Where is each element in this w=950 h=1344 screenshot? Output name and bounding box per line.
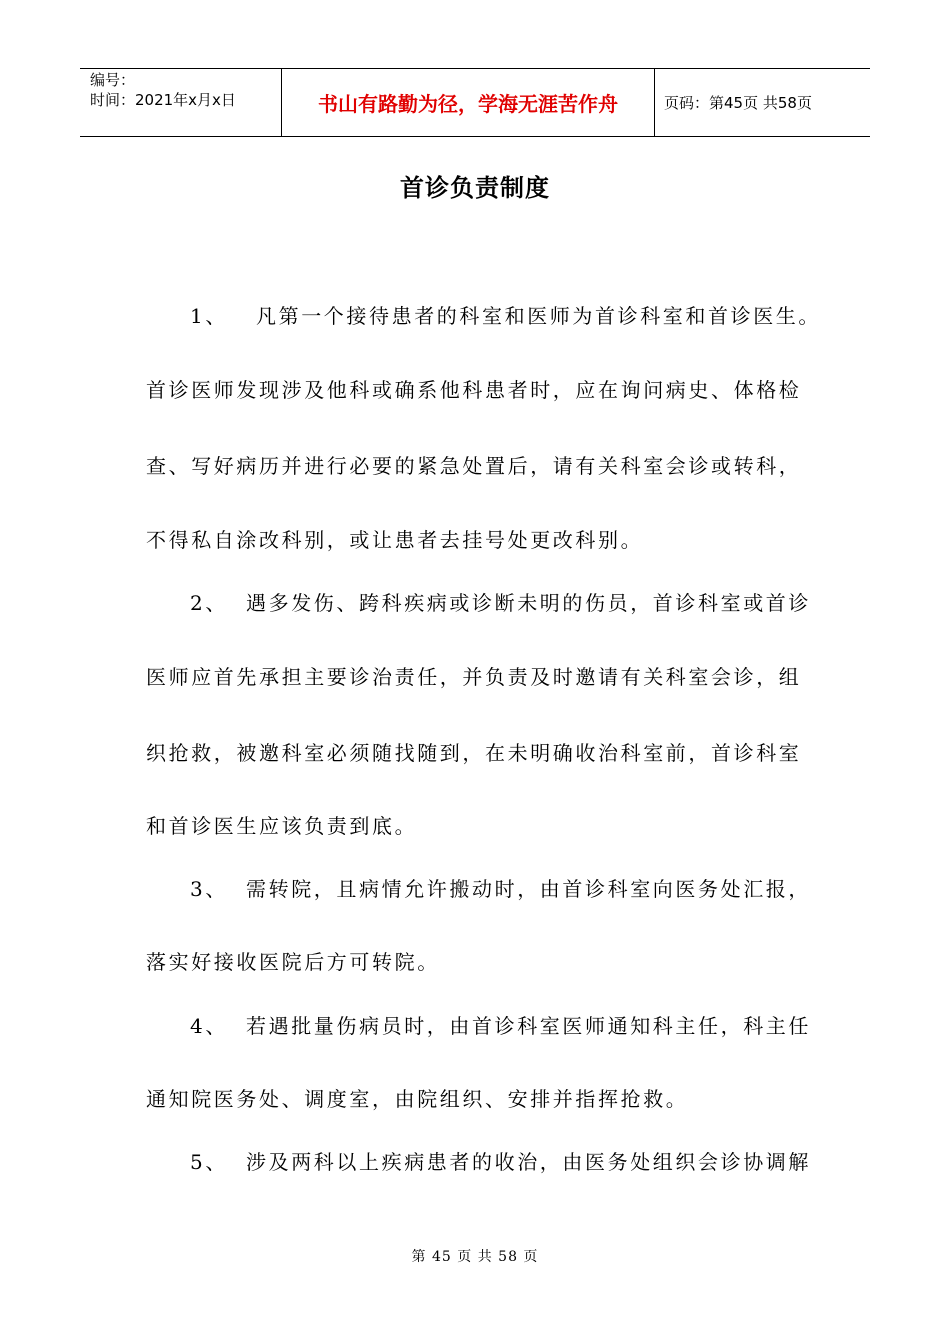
line-text: 织抢救，被邀科室必须随找随到，在未明确收治科室前，首诊科室 <box>146 741 802 765</box>
line-text: 需转院，且病情允许搬动时，由首诊科室向医务处汇报， <box>246 877 811 901</box>
item-number: 1、 <box>190 304 228 328</box>
body-line <box>190 300 821 329</box>
body-line <box>190 587 811 616</box>
line-text: 和首诊医生应该负责到底。 <box>146 814 418 838</box>
line-text: 通知院医务处、调度室，由院组织、安排并指挥抢救。 <box>146 1087 689 1111</box>
line-text: 落实好接收医院后方可转院。 <box>146 950 440 974</box>
body-line <box>190 1146 811 1175</box>
item-number: 5、 <box>190 1150 228 1174</box>
line-text: 首诊医师发现涉及他科或确系他科患者时，应在询问病史、体格检 <box>146 378 802 402</box>
body-line <box>146 450 801 479</box>
item-number: 2、 <box>190 591 228 615</box>
body-line <box>146 524 643 553</box>
line-text: 查、写好病历并进行必要的紧急处置后，请有关科室会诊或转科， <box>146 454 802 478</box>
header-page-info: 页码：第45页 共58页 <box>664 93 812 112</box>
header-divider-right <box>654 68 655 136</box>
body-line <box>190 873 811 902</box>
page-title: 首诊负责制度 <box>400 174 550 202</box>
line-text: 医师应首先承担主要诊治责任，并负责及时邀请有关科室会诊，组 <box>146 665 802 689</box>
body-line <box>146 374 801 403</box>
body-line <box>146 661 801 690</box>
line-text: 不得私自涂改科别，或让患者去挂号处更改科别。 <box>146 528 644 552</box>
body-line <box>190 1010 811 1039</box>
header-meta <box>90 70 236 110</box>
body-line <box>146 737 801 766</box>
header-bottom-rule <box>80 136 870 137</box>
line-text: 涉及两科以上疾病患者的收治，由医务处组织会诊协调解 <box>246 1150 811 1174</box>
line-text: 若遇批量伤病员时，由首诊科室医师通知科主任，科主任 <box>246 1014 811 1038</box>
item-number: 3、 <box>190 877 228 901</box>
body-line <box>146 1083 688 1112</box>
date-label: 时间：2021年x月x日 <box>90 91 236 109</box>
number-label: 编号： <box>90 71 136 89</box>
header-motto: 书山有路勤为径，学海无涯苦作舟 <box>318 91 618 116</box>
line-text: 凡第一个接待患者的科室和医师为首诊科室和首诊医生。 <box>256 304 821 328</box>
body-line <box>146 810 417 839</box>
item-number: 4、 <box>190 1014 228 1038</box>
body-line <box>146 946 440 975</box>
page-footer: 第 45 页 共 58 页 <box>411 1249 539 1265</box>
line-text: 遇多发伤、跨科疾病或诊断未明的伤员，首诊科室或首诊 <box>246 591 811 615</box>
